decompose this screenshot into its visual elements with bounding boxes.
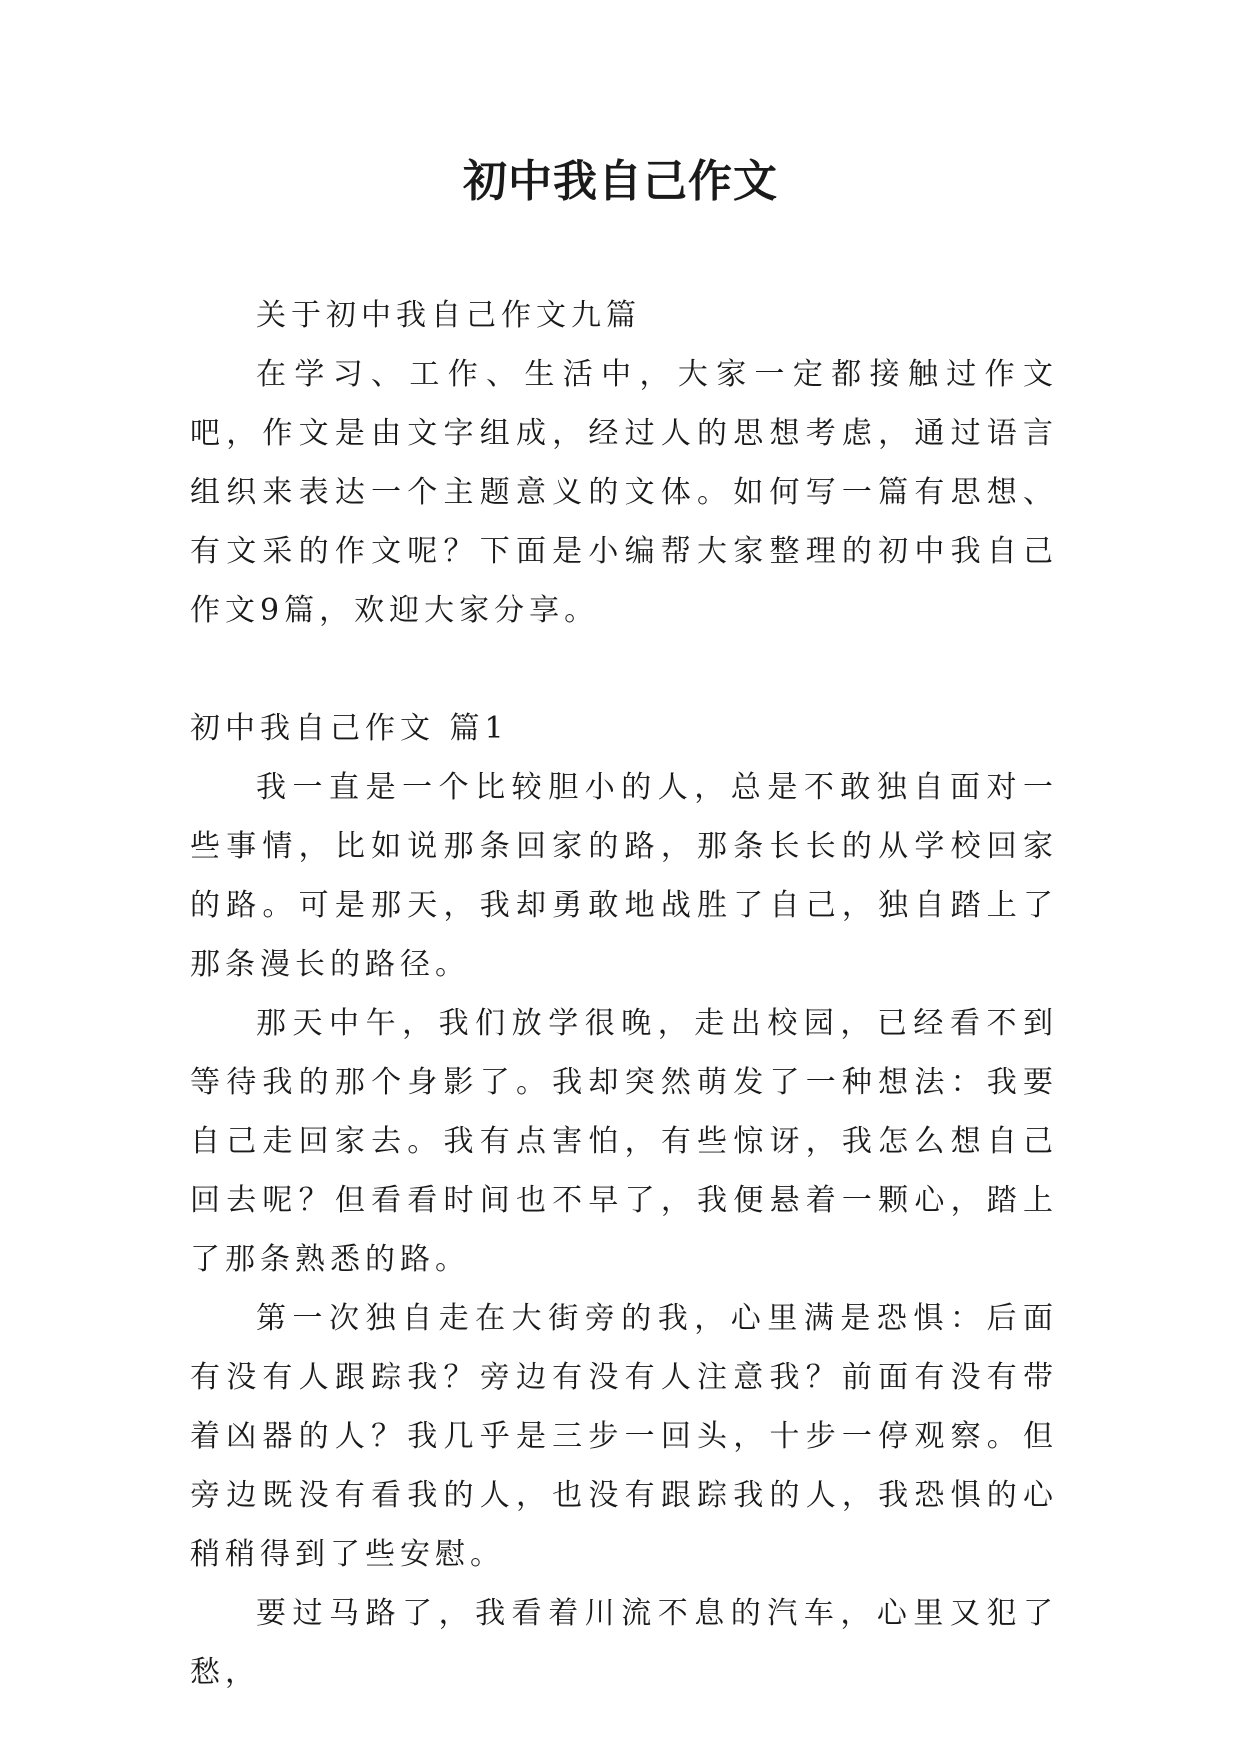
- intro-paragraph: 在学习、工作、生活中，大家一定都接触过作文吧，作文是由文字组成，经过人的思想考虑，通过语言组织来表达一个主题意义的文体。如何写一篇有思想、有文采的作文呢？下面是小编帮大家整理的初中我自己作文9篇，欢迎大家分享。: [190, 357, 1058, 628]
- document-title: 初中我自己作文: [463, 156, 778, 207]
- document-subtitle: 关于初中我自己作文九篇: [256, 298, 641, 333]
- section-heading: 初中我自己作文 篇1: [190, 711, 509, 746]
- body-paragraph: 要过马路了，我看着川流不息的汽车，心里又犯了愁，: [190, 1596, 1058, 1690]
- body-paragraph: 我一直是一个比较胆小的人，总是不敢独自面对一些事情，比如说那条回家的路，那条长长的从学校回家的路。可是那天，我却勇敢地战胜了自己，独自踏上了那条漫长的路径。: [190, 770, 1058, 982]
- body-paragraph: 第一次独自走在大街旁的我，心里满是恐惧：后面有没有人跟踪我？旁边有没有人注意我？前面有没有带着凶器的人？我几乎是三步一回头，十步一停观察。但旁边既没有看我的人，也没有跟踪我的人，我恐惧的心稍稍得到了些安慰。: [190, 1301, 1058, 1572]
- section-spacer: [190, 640, 1058, 699]
- body-paragraph: 那天中午，我们放学很晚，走出校园，已经看不到等待我的那个身影了。我却突然萌发了一种想法：我要自己走回家去。我有点害怕，有些惊讶，我怎么想自己回去呢？但看看时间也不早了，我便悬着一颗心，踏上了那条熟悉的路。: [190, 1006, 1058, 1277]
- document-body: [190, 286, 1058, 1702]
